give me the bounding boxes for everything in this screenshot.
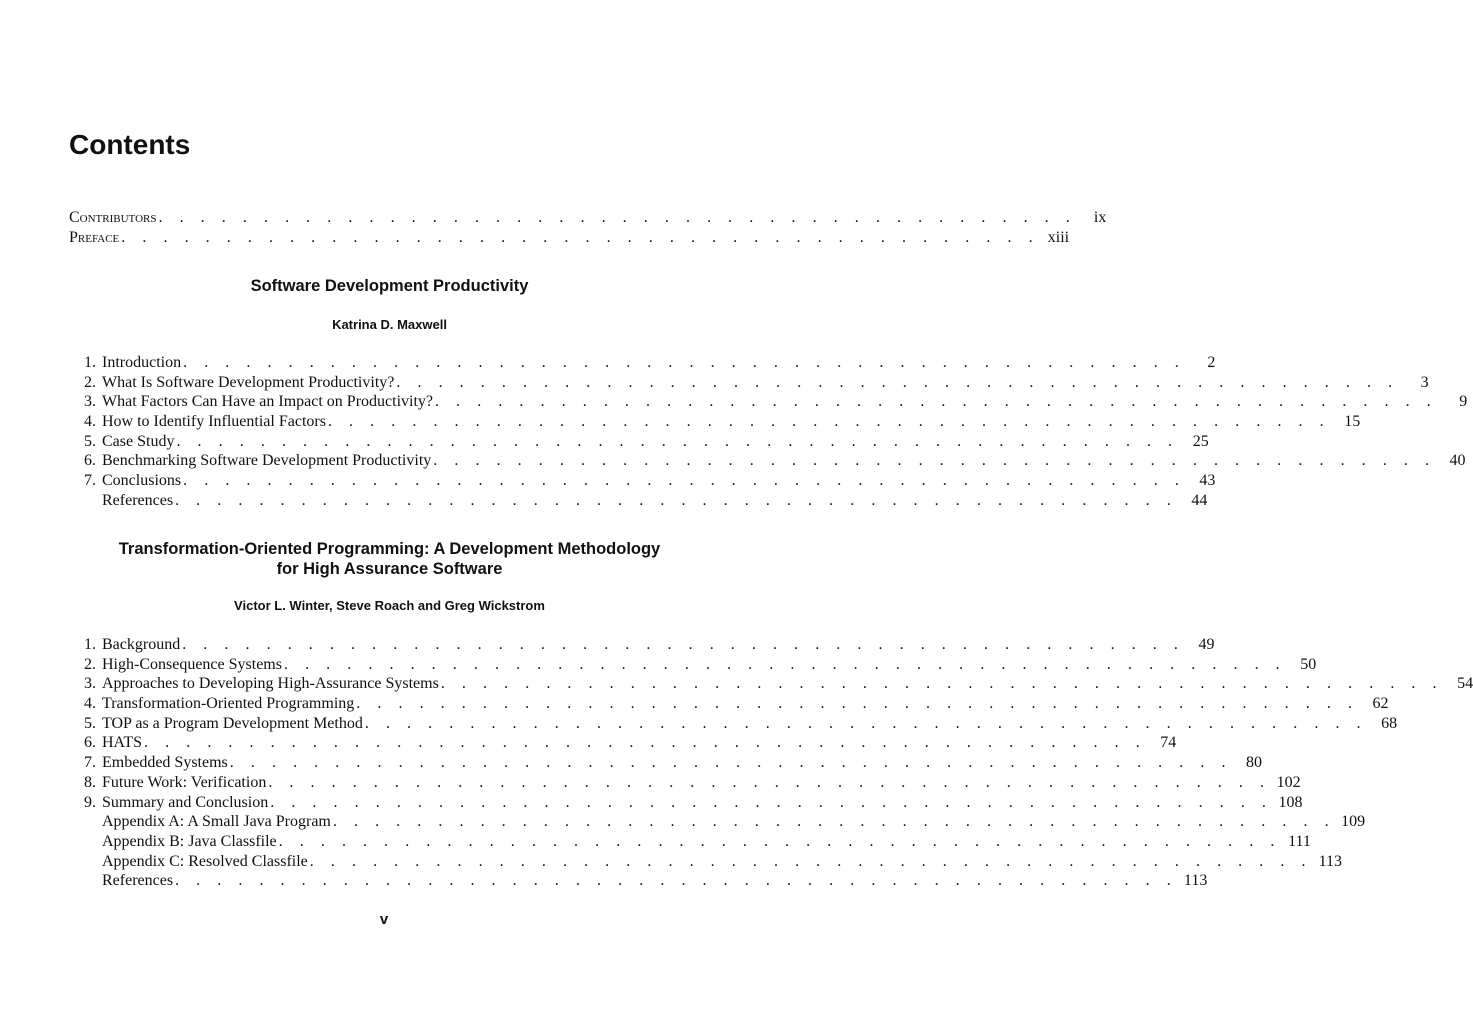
part-title: Software Development Productivity bbox=[250, 277, 529, 295]
leader-dots: . . . . . . . . . . . . . . . . . . . . . . . . . . . . . . . . . . . . . . . . . . . . . . . . bbox=[278, 832, 1281, 850]
toc-entry-number: 3. bbox=[84, 393, 96, 411]
toc-entry bbox=[69, 714, 1398, 734]
toc-entry bbox=[69, 773, 1301, 793]
toc-entry bbox=[69, 412, 1361, 432]
toc-entry-label: References bbox=[102, 491, 174, 509]
toc-entry-page: 74 bbox=[1160, 734, 1177, 752]
toc-entry bbox=[69, 852, 1343, 872]
toc-entry-label: Embedded Systems bbox=[102, 754, 228, 772]
toc-entry-label: Contributors bbox=[69, 209, 157, 226]
toc-entry-number: 5. bbox=[84, 714, 96, 732]
leader-dots: . . . . . . . . . . . . . . . . . . . . . . . . . . . . . . . . . . . . . . . . . . . . . . . . bbox=[175, 491, 1178, 509]
part-entries-list bbox=[69, 353, 1468, 511]
toc-entry bbox=[69, 635, 1215, 655]
toc-entry-label: High-Consequence Systems bbox=[102, 655, 282, 673]
front-matter-list bbox=[69, 208, 1107, 247]
toc-entry-number: 5. bbox=[84, 432, 96, 450]
toc-entry bbox=[69, 812, 1366, 832]
toc-entry-page: 113 bbox=[1183, 872, 1208, 890]
toc-entry bbox=[69, 208, 1107, 228]
toc-entry-label: TOP as a Program Development Method bbox=[102, 714, 363, 732]
part-header bbox=[69, 539, 710, 579]
toc-entry-page: 50 bbox=[1300, 655, 1317, 673]
toc-entry-label: Background bbox=[102, 636, 181, 653]
toc-entry-page: 68 bbox=[1381, 714, 1398, 732]
toc-entry bbox=[69, 392, 1468, 412]
part-authors: Katrina D. Maxwell bbox=[332, 317, 447, 332]
leader-dots: . . . . . . . . . . . . . . . . . . . . . . . . . . . . . . . . . . . . . . . . . . . . . . . . bbox=[229, 754, 1233, 772]
toc-entry bbox=[69, 832, 1311, 852]
toc-entry-label: Transformation-Oriented Programming bbox=[102, 695, 355, 713]
leader-dots: . . . . . . . . . . . . . . . . . . . . . . . . . . . . . . . . . . . . . . . . . . . . . . . . bbox=[283, 655, 1287, 673]
toc-entry-number: 7. bbox=[84, 472, 96, 490]
toc-entry-page: 44 bbox=[1191, 491, 1208, 509]
toc-entry bbox=[69, 471, 1216, 491]
toc-entry-page: 80 bbox=[1246, 754, 1263, 772]
leader-dots: . . . . . . . . . . . . . . . . . . . . . . . . . . . . . . . . . . . . . . . . . . . . . . . . bbox=[175, 872, 1178, 890]
toc-entry bbox=[69, 871, 1208, 891]
toc-entry-page: 15 bbox=[1344, 413, 1361, 431]
part-entries-list bbox=[69, 635, 1473, 891]
toc-entry-page: 109 bbox=[1341, 813, 1366, 831]
toc-entry bbox=[69, 733, 1177, 753]
toc-entry-page: 54 bbox=[1457, 675, 1473, 693]
leader-dots: . . . . . . . . . . . . . . . . . . . . . . . . . . . . . . . . . . . . . . . . . . . . . . . . bbox=[176, 432, 1179, 450]
toc-entry-page: 113 bbox=[1318, 852, 1343, 870]
toc-entry-label: What Factors Can Have an Impact on Productivity? bbox=[102, 393, 434, 411]
toc-entry bbox=[69, 674, 1473, 694]
toc-entry-number: 6. bbox=[84, 734, 96, 752]
toc-entry bbox=[69, 753, 1263, 773]
leader-dots: . . . . . . . . . . . . . . . . . . . . . . . . . . . . . . . . . . . . . . . . . . . . . . . . bbox=[364, 714, 1368, 732]
leader-dots: . . . . . . . . . . . . . . . . . . . . . . . . . . . . . . . . . . . . . . . . . . . . . . . . bbox=[435, 393, 1438, 411]
leader-dots: . . . . . . . . . . . . . . . . . . . . . . . . . . . . . . . . . . . . . . . . . . . . . . . . bbox=[270, 793, 1273, 811]
toc-entry-page: 49 bbox=[1198, 636, 1215, 653]
toc-entry-label: Conclusions bbox=[102, 472, 182, 490]
part-title: Transformation-Oriented Programming: A Development Methodology bbox=[118, 540, 661, 558]
toc-entry-label: Summary and Conclusion bbox=[102, 793, 269, 811]
toc-entry-number: 9. bbox=[84, 793, 96, 811]
part-authors-wrap bbox=[69, 317, 710, 333]
toc-entry-label: Appendix C: Resolved Classfile bbox=[102, 852, 308, 870]
leader-dots: . . . . . . . . . . . . . . . . . . . . . . . . . . . . . . . . . . . . . . . . . . . . . . . . bbox=[183, 472, 1186, 490]
toc-entry-label: References bbox=[102, 872, 174, 890]
toc-entry-page: 3 bbox=[1420, 373, 1429, 391]
page-title: Contents bbox=[69, 129, 191, 160]
toc-entry bbox=[69, 451, 1466, 471]
toc-entry-page: 108 bbox=[1278, 793, 1303, 811]
toc-entry-label: Future Work: Verification bbox=[102, 773, 267, 791]
leader-dots: . . . . . . . . . . . . . . . . . . . . . . . . . . . . . . . . . . . . . . . . . . . . bbox=[121, 228, 1040, 246]
toc-entry bbox=[69, 228, 1070, 248]
toc-entry-page: 40 bbox=[1449, 452, 1466, 470]
toc-entry bbox=[69, 491, 1208, 511]
toc-entry-label: Appendix B: Java Classfile bbox=[102, 832, 277, 850]
toc-entry-label: What Is Software Development Productivity? bbox=[102, 373, 395, 391]
part-authors: Victor L. Winter, Steve Roach and Greg Wickstrom bbox=[234, 598, 545, 613]
toc-entry bbox=[69, 655, 1317, 675]
toc-entry-page: 25 bbox=[1192, 432, 1209, 450]
toc-entry-label: Case Study bbox=[102, 432, 175, 450]
leader-dots: . . . . . . . . . . . . . . . . . . . . . . . . . . . . . . . . . . . . . . . . . . . . . . . . bbox=[268, 773, 1271, 791]
part-authors-wrap bbox=[69, 598, 710, 614]
leader-dots: . . . . . . . . . . . . . . . . . . . . . . . . . . . . . . . . . . . . . . . . . . . . . . . . bbox=[396, 373, 1399, 391]
leader-dots: . . . . . . . . . . . . . . . . . . . . . . . . . . . . . . . . . . . . . . . . . . . . . . . . bbox=[440, 675, 1444, 693]
toc-entry-page: xiii bbox=[1047, 228, 1070, 246]
toc-entry-number: 6. bbox=[84, 452, 96, 470]
toc-entry bbox=[69, 353, 1216, 373]
toc-entry-label: Appendix A: A Small Java Program bbox=[102, 813, 331, 831]
toc-entry-page: 111 bbox=[1288, 832, 1311, 850]
toc-entry-page: 2 bbox=[1207, 354, 1216, 371]
toc-entry-page: 102 bbox=[1276, 773, 1301, 791]
toc-entry bbox=[69, 373, 1429, 393]
toc-entry-page: 43 bbox=[1199, 472, 1216, 490]
toc-entry-label: Preface bbox=[69, 228, 120, 246]
toc-entry-number: 1. bbox=[84, 354, 96, 371]
toc-entry-number: 2. bbox=[84, 373, 96, 391]
toc-entry-label: How to Identify Influential Factors bbox=[102, 413, 326, 431]
toc-entry-number: 4. bbox=[84, 413, 96, 431]
toc-entry-number: 8. bbox=[84, 773, 96, 791]
leader-dots: . . . . . . . . . . . . . . . . . . . . . . . . . . . . . . . . . . . . . . . . . . . . . . . . bbox=[327, 413, 1331, 431]
toc-entry bbox=[69, 432, 1209, 452]
toc-entry-number: 2. bbox=[84, 655, 96, 673]
toc-entry-label: Introduction bbox=[102, 354, 182, 371]
leader-dots: . . . . . . . . . . . . . . . . . . . . . . . . . . . . . . . . . . . . . . . . . . . . . . . . bbox=[433, 452, 1436, 470]
toc-entry-label: Approaches to Developing High-Assurance Systems bbox=[102, 675, 439, 693]
toc-entry-page: 62 bbox=[1372, 695, 1389, 713]
page-number: v bbox=[379, 911, 389, 928]
leader-dots: . . . . . . . . . . . . . . . . . . . . . . . . . . . . . . . . . . . . . . . . . . . . bbox=[158, 209, 1077, 226]
leader-dots: . . . . . . . . . . . . . . . . . . . . . . . . . . . . . . . . . . . . . . . . . . . . . . . . bbox=[183, 354, 1186, 371]
toc-entry bbox=[69, 793, 1303, 813]
toc-entry-label: Benchmarking Software Development Productivity bbox=[102, 452, 432, 470]
leader-dots: . . . . . . . . . . . . . . . . . . . . . . . . . . . . . . . . . . . . . . . . . . . . . . . . bbox=[309, 852, 1313, 870]
part-title-line-2: for High Assurance Software bbox=[276, 560, 503, 578]
toc-entry-page: 9 bbox=[1459, 393, 1468, 411]
leader-dots: . . . . . . . . . . . . . . . . . . . . . . . . . . . . . . . . . . . . . . . . . . . . . . . . bbox=[356, 695, 1359, 713]
toc-entry-label: HATS bbox=[102, 734, 143, 752]
toc-entry-number: 1. bbox=[84, 636, 96, 653]
toc-entry-number: 3. bbox=[84, 675, 96, 693]
toc-entry bbox=[69, 694, 1389, 714]
leader-dots: . . . . . . . . . . . . . . . . . . . . . . . . . . . . . . . . . . . . . . . . . . . . . . . . bbox=[144, 734, 1147, 752]
toc-entry-number: 4. bbox=[84, 695, 96, 713]
part-header bbox=[69, 276, 710, 296]
toc-entry-number: 7. bbox=[84, 754, 96, 772]
toc-entry-page: ix bbox=[1093, 209, 1107, 226]
leader-dots: . . . . . . . . . . . . . . . . . . . . . . . . . . . . . . . . . . . . . . . . . . . . . . . . bbox=[182, 636, 1185, 653]
leader-dots: . . . . . . . . . . . . . . . . . . . . . . . . . . . . . . . . . . . . . . . . . . . . . . . . bbox=[332, 813, 1336, 831]
